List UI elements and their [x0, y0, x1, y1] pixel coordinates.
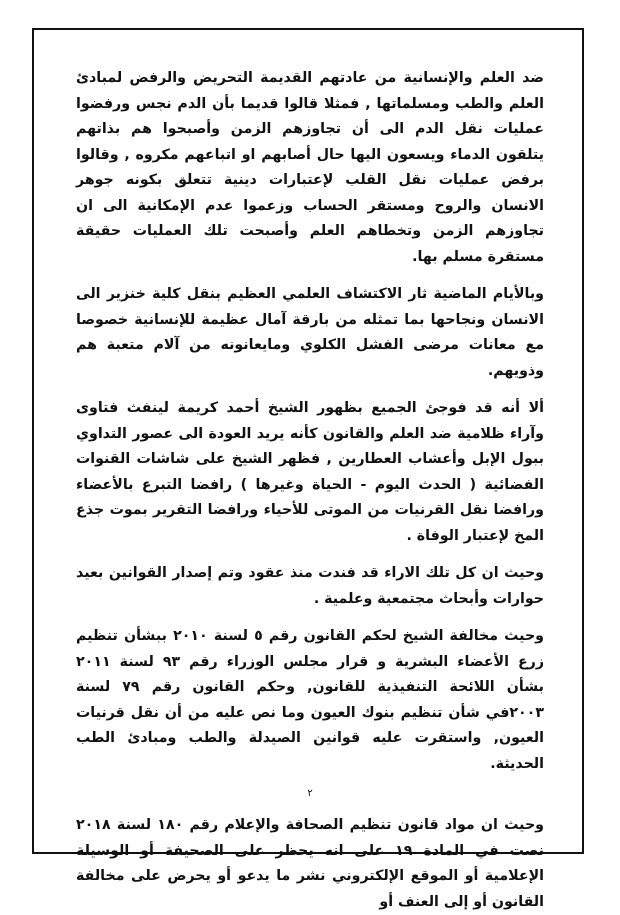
paragraph-3: ألا أنه قد فوجئ الجميع بظهور الشيخ أحمد كريمة لينفث فتاوى وآراء ظلامية ضد العلم والقانون كأنه يريد العودة الى عصور التداوي ببول الإبل وأعشاب العطارين , فظهر الشيخ على شاشات القنوات الفضائية ( الحدث اليوم - الحياة وغيرها ) رافضا التبرع بالأعضاء ورافضا نقل القرنيات من الموتى للأحياء ورافضا التقرير بموت جذع المخ لإعتبار الوفاة . [76, 400, 544, 544]
paragraph-1: ضد العلم والإنسانية من عادتهم القديمة التحريض والرفض لمبادئ العلم والطب ومسلماتها , فمثلا قالوا قديما بأن الدم نجس ورفضوا عمليات نقل الدم الى أن تجاوزهم الزمن وأصبحوا هم بذاتهم يتلقون الدماء ويسعون اليها حال أصابهم او اتباعهم مكروه , وقالوا برفض عمليات نقل القلب لإعتبارات دينية تتعلق بكونه جوهر الانسان والروح ومستقر الحساب وزعموا عدم الإمكانية الى ان تجاوزهم الزمن وتخطاهم العلم وأصبحت تلك العمليات حقيقة مستقرة مسلم بها. [76, 70, 544, 265]
paragraph-4: وحيث ان كل تلك الاراء قد فندت منذ عقود وتم إصدار القوانين بعيد حوارات وأبحاث مجتمعية وعلمية . [76, 565, 544, 607]
page-number: ٢ [307, 788, 313, 799]
paragraph-2: وبالأيام الماضية ثار الاكتشاف العلمي العظيم بنقل كلية خنزير الى الانسان ونجاحها بما تمثله من بارقة آمال عظيمة للإنسانية خصوصا مع معانات مرضى الفشل الكلوي ومايعانونه من آلام متعبة هم وذويهم. [76, 286, 544, 379]
paragraph-6: وحيث ان مواد قانون تنظيم الصحافة والإعلام رقم ١٨٠ لسنة ٢٠١٨ نصت في المادة ١٩ على انه يحظر على الصحيفة أو الوسيلة الإعلامية أو الموقع الإلكتروني نشر ما يدعو أو يحرض على مخالفة القانون أو إلى العنف أو [76, 817, 544, 910]
paragraph-5: وحيث مخالفة الشيخ لحكم القانون رقم ٥ لسنة ٢٠١٠ ببشأن تنظيم زرع الأعضاء البشرية و قرار مجلس الوزراء رقم ٩٣ لسنة ٢٠١١ بشأن اللائحة التنفيذية للقانون, وحكم القانون رقم ٧٩ لسنة ٢٠٠٣في شأن تنظيم بنوك العيون وما نص عليه من أن نقل قرنيات العيون, واستقرت عليه قوانين الصيدلة والطب ومبادئ الطب الحديثة. [76, 628, 544, 772]
